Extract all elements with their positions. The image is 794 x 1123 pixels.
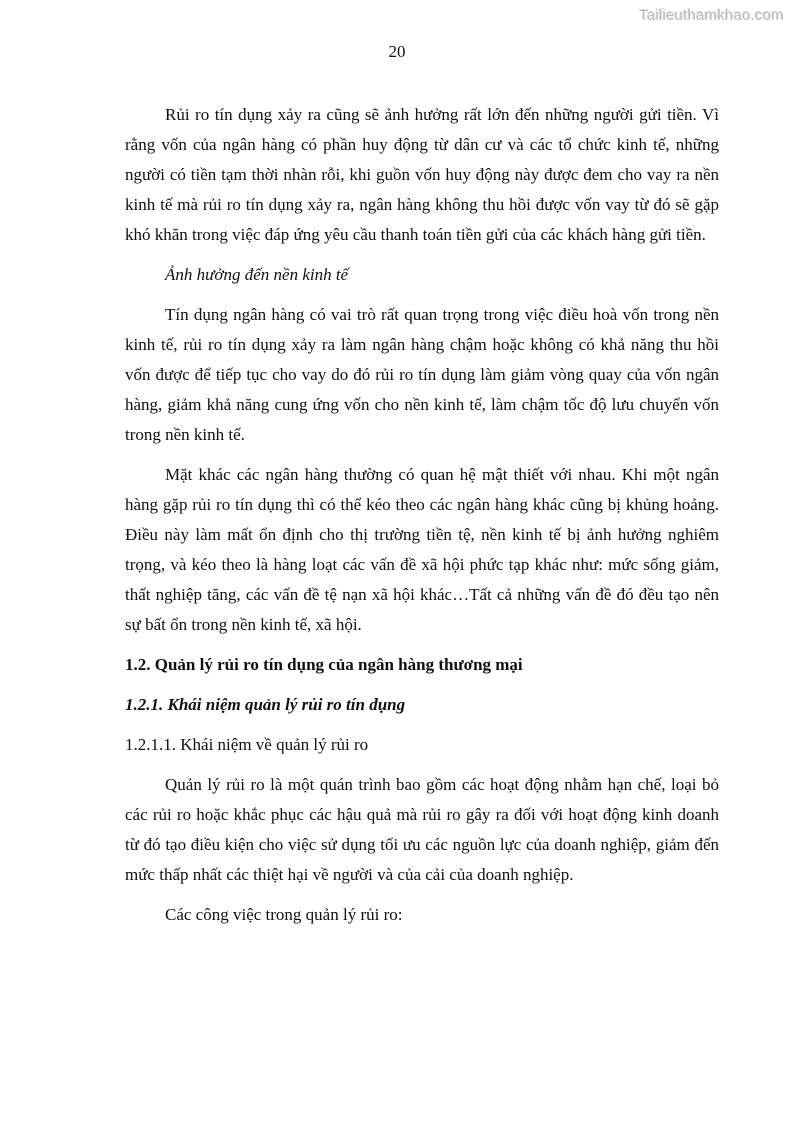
paragraph-bank-interrelation: Mặt khác các ngân hàng thường có quan hệ mật thiết với nhau. Khi một ngân hàng gặp rủi ro tín dụng thì có thể kéo theo các ngân hàng khác cũng bị khủng hoảng. Điều này làm mất ổn định cho thị trường tiền tệ, nền kinh tế bị ảnh hưởng nghiêm trọng, và kéo theo là hàng loạt các vấn đề xã hội phức tạp khác như: mức sống giảm, thất nghiệp tăng, các vấn đề tệ nạn xã hội khác…Tất cả những vấn đề đó đều tạo nên sự bất ổn trong nền kinh tế, xã hội. [125, 465, 719, 634]
paragraph-credit-role-economy: Tín dụng ngân hàng có vai trò rất quan trọng trong việc điều hoà vốn trong nền kinh tế, rủi ro tín dụng xảy ra làm ngân hàng chậm hoặc không có khả năng thu hồi vốn được để tiếp tục cho vay do đó rủi ro tín dụng làm giảm vòng quay của vốn ngân hàng, giảm khả năng cung ứng vốn cho nền kinh tế, làm chậm tốc độ lưu chuyển vốn trong nền kinh tế. [125, 305, 719, 444]
page-number: 20 [388, 42, 406, 61]
heading-economy-impact: Ảnh hưởng đến nền kinh tế [165, 265, 349, 284]
paragraph-credit-risk-depositors: Rủi ro tín dụng xảy ra cũng sẽ ảnh hưởng rất lớn đến những người gửi tiền. Vì rằng vốn của ngân hàng có phần huy động từ dân cư và các tổ chức kinh tế, những người có tiền tạm thời nhàn rỗi, khi guồn vốn huy động này được đem cho vay ra nền kinh tế mà rủi ro tín dụng xảy ra, ngân hàng không thu hồi được vốn vay từ đó sẽ gặp khó khăn trong việc đáp ứng yêu cầu thanh toán tiền gửi của các khách hàng gửi tiền. [125, 105, 719, 244]
paragraph-risk-management-definition: Quản lý rủi ro là một quán trình bao gồm các hoạt động nhằm hạn chế, loại bỏ các rủi ro hoặc khắc phục các hậu quả mà rủi ro gây ra đối với hoạt động kinh doanh từ đó tạo điều kiện cho việc sử dụng tối ưu các nguồn lực của doanh nghiệp, giảm đến mức thấp nhất các thiệt hại về người và của cải của doanh nghiệp. [125, 775, 719, 884]
heading-section-1-2-1-1: 1.2.1.1. Khái niệm về quản lý rủi ro [125, 735, 369, 754]
heading-section-1-2: 1.2. Quản lý rủi ro tín dụng của ngân hàng thương mại [125, 655, 523, 674]
paragraph-risk-management-tasks-intro: Các công việc trong quản lý rủi ro: [165, 905, 403, 924]
watermark-text: Tailieuthamkhao.com [639, 7, 784, 24]
document-content [125, 100, 719, 940]
heading-section-1-2-1: 1.2.1. Khái niệm quản lý rủi ro tín dụng [125, 695, 406, 714]
